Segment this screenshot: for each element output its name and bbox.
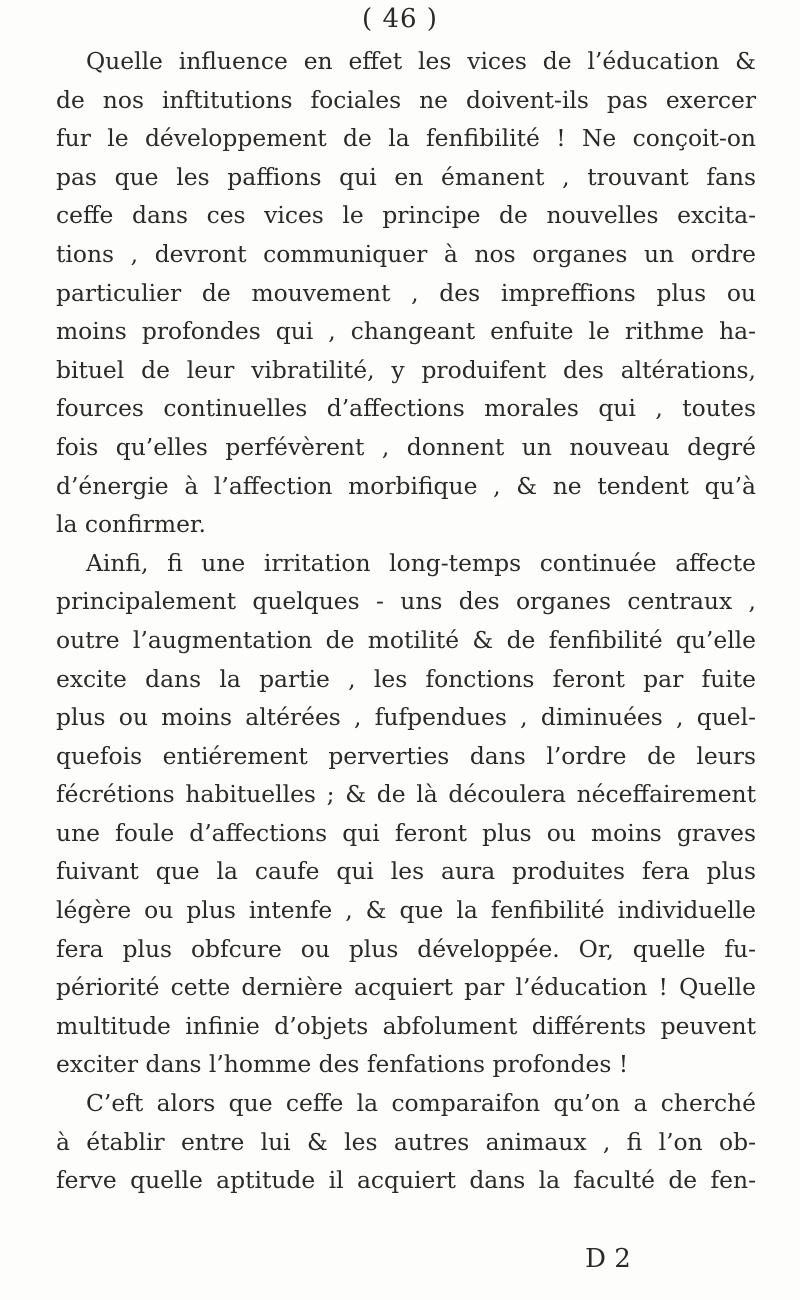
text-line: de nos inftitutions fociales ne doivent-ils pas exercer [56, 85, 756, 114]
text-line: C’eft alors que ceffe la comparaifon qu’on a cherché [86, 1089, 756, 1118]
body-text [56, 42, 756, 1200]
text-line: d’énergie à l’affection morbifique , & ne tendent qu’à [56, 471, 756, 500]
text-line: Ainfi, fi une irritation long-temps continuée affecte [86, 548, 756, 577]
page-number: ( 46 ) [362, 4, 438, 34]
text-line: particulier de mouvement , des impreffions plus ou [56, 278, 756, 307]
text-line: ferve quelle aptitude il acquiert dans la faculté de fen- [56, 1166, 756, 1195]
text-line: fera plus obfcure ou plus développée. Or, quelle fu- [56, 934, 756, 963]
text-line: périorité cette dernière acquiert par l’éducation ! Quelle [56, 973, 756, 1002]
text-line: fois qu’elles perfévèrent , donnent un nouveau degré [56, 432, 756, 461]
text-line: pas que les paffions qui en émanent , trouvant fans [56, 162, 756, 191]
text-line: la confirmer. [56, 510, 206, 539]
text-line: Quelle influence en effet les vices de l’éducation & [86, 47, 756, 75]
text-line: moins profondes qui , changeant enfuite le rithme ha- [56, 317, 756, 346]
text-line: à établir entre lui & les autres animaux , fi l’on ob- [56, 1127, 756, 1156]
text-line: tions , devront communiquer à nos organes un ordre [56, 239, 756, 268]
text-line: principalement quelques - uns des organes centraux , [56, 587, 756, 616]
text-line: ceffe dans ces vices le principe de nouvelles excita- [56, 201, 756, 230]
text-line: une foule d’affections qui feront plus ou moins graves [56, 818, 756, 847]
text-line: bituel de leur vibratilité, y produifent des altérations, [56, 355, 756, 384]
text-line: fur le développement de la fenfibilité ! Ne conçoit-on [56, 124, 756, 153]
text-line: quefois entiérement perverties dans l’ordre de leurs [56, 741, 756, 770]
text-line: outre l’augmentation de motilité & de fenfibilité qu’elle [56, 625, 756, 654]
text-line: fécrétions habituelles ; & de là découlera néceffairement [56, 780, 756, 809]
text-line: excite dans la partie , les fonctions feront par fuite [56, 664, 756, 693]
text-line: exciter dans l’homme des fenfations profondes ! [56, 1050, 629, 1079]
text-line: fources continuelles d’affections morales qui , toutes [56, 394, 756, 423]
text-line: fuivant que la caufe qui les aura produites fera plus [56, 857, 756, 886]
text-line: légère ou plus intenfe , & que la fenfibilité individuelle [56, 896, 756, 925]
text-line: multitude infinie d’objets abfolument différents peuvent [56, 1011, 756, 1040]
text-line: plus ou moins altérées , fufpendues , diminuées , quel- [56, 703, 756, 732]
signature-mark: D 2 [585, 1244, 631, 1274]
